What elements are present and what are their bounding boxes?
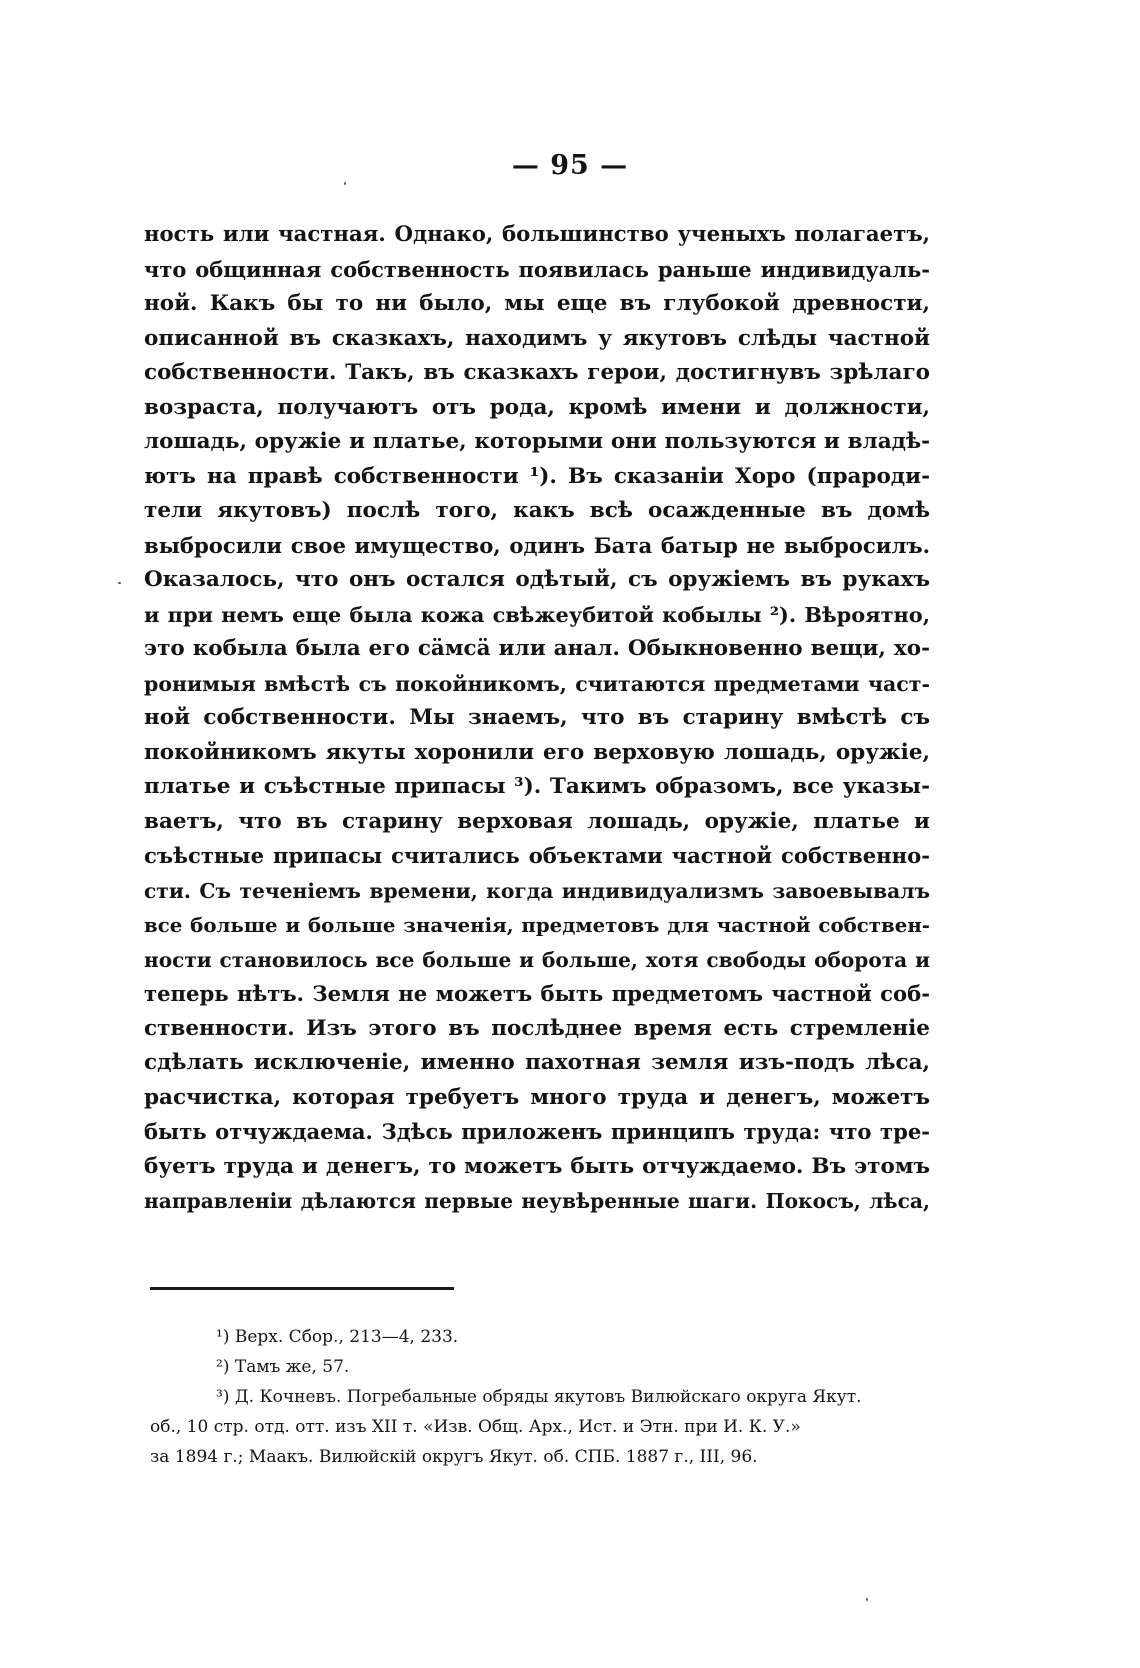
page-number: — 95 — — [511, 150, 629, 181]
text-line: ютъ на правѣ собственности ¹). Въ сказаніи Хоро (прароди- — [144, 463, 930, 489]
text-line: что общинная собственность появилась раньше индивидуаль- — [144, 256, 930, 282]
text-line: собственности. Такъ, въ сказкахъ герои, достигнувъ зрѣлаго — [144, 360, 930, 385]
text-line: направленіи дѣлаются первые неувѣренные шаги. Покосъ, лѣса, — [144, 1189, 930, 1213]
main-text — [144, 218, 930, 1219]
text-line: буетъ труда и денегъ, то можетъ быть отчуждаемо. Въ этомъ — [144, 1153, 930, 1179]
text-line: сти. Съ теченіемъ времени, когда индивидуализмъ завоевывалъ — [144, 878, 930, 903]
text-line: описанной въ сказкахъ, находимъ у якутовъ слѣды частной — [144, 325, 930, 351]
footnote-3-continued: об., 10 стр. отд. отт. изъ XII т. «Изв. Общ. Арх., Ист. и Этн. при И. К. У.» — [150, 1417, 801, 1437]
text-line: Оказалось, что онъ остался одѣтый, съ оружіемъ въ рукахъ — [144, 567, 930, 592]
text-line: съѣстные припасы считались объектами частной собственно- — [144, 843, 930, 868]
footnote-separator — [150, 1287, 454, 1290]
text-line: выбросили свое имущество, одинъ Бата батыр не выбросилъ. — [144, 532, 930, 558]
print-speck — [344, 182, 346, 185]
text-line: сдѣлать исключеніе, именно пахотная земля изъ-подъ лѣса, — [144, 1050, 930, 1075]
text-line: ности становилось все больше и больше, хотя свободы оборота и — [144, 947, 930, 972]
text-line: теперь нѣтъ. Земля не можетъ быть предметомъ частной соб- — [144, 981, 930, 1006]
text-line: возраста, получаютъ отъ рода, кромѣ имени и должности, — [144, 394, 930, 420]
footnote-3: ³) Д. Кочневъ. Погребальные обряды якутовъ Вилюйскаго округа Якут. — [216, 1387, 862, 1407]
text-line: ность или частная. Однако, большинство ученыхъ полагаетъ, — [144, 222, 930, 247]
footnote-1: ¹) Верх. Сбор., 213—4, 233. — [216, 1327, 459, 1347]
print-speck — [118, 582, 121, 584]
footnotes — [144, 1322, 944, 1472]
text-line: ной собственности. Мы знаемъ, что въ старину вмѣстѣ съ — [144, 705, 930, 730]
text-line: расчистка, которая требуетъ много труда и денегъ, можетъ — [144, 1084, 930, 1110]
text-line: платье и съѣстные припасы ³). Такимъ образомъ, все указы- — [144, 774, 930, 799]
footnote-3-continued: за 1894 г.; Маакъ. Вилюйскій округъ Якут. об. СПБ. 1887 г., III, 96. — [150, 1447, 758, 1467]
print-speck — [866, 1598, 868, 1601]
text-line: ной. Какъ бы то ни было, мы еще въ глубокой древности, — [144, 291, 930, 316]
text-line: лошадь, оружіе и платье, которыми они пользуются и владѣ- — [144, 429, 930, 454]
text-line: покойникомъ якуты хоронили его верховую лошадь, оружіе, — [144, 739, 930, 765]
text-line: тели якутовъ) послѣ того, какъ всѣ осажденные въ домѣ — [144, 498, 930, 523]
footnote-2: ²) Тамъ же, 57. — [216, 1357, 350, 1377]
text-line: все больше и больше значенія, предметовъ для частной собствен- — [144, 913, 930, 937]
text-line: быть отчуждаема. Здѣсь приложенъ принципъ труда: что тре- — [144, 1119, 930, 1144]
text-line: это кобыла была его сӓмсӓ или анал. Обыкновенно вещи, хо- — [144, 636, 930, 661]
text-line: ственности. Изъ этого въ послѣднее время есть стремленіе — [144, 1015, 930, 1041]
text-line: ронимыя вмѣстѣ съ покойникомъ, считаются предметами част- — [144, 671, 930, 696]
text-line: и при немъ еще была кожа свѣжеубитой кобылы ²). Вѣроятно, — [144, 601, 930, 627]
text-line: ваетъ, что въ старину верховая лошадь, оружіе, платье и — [144, 808, 930, 834]
